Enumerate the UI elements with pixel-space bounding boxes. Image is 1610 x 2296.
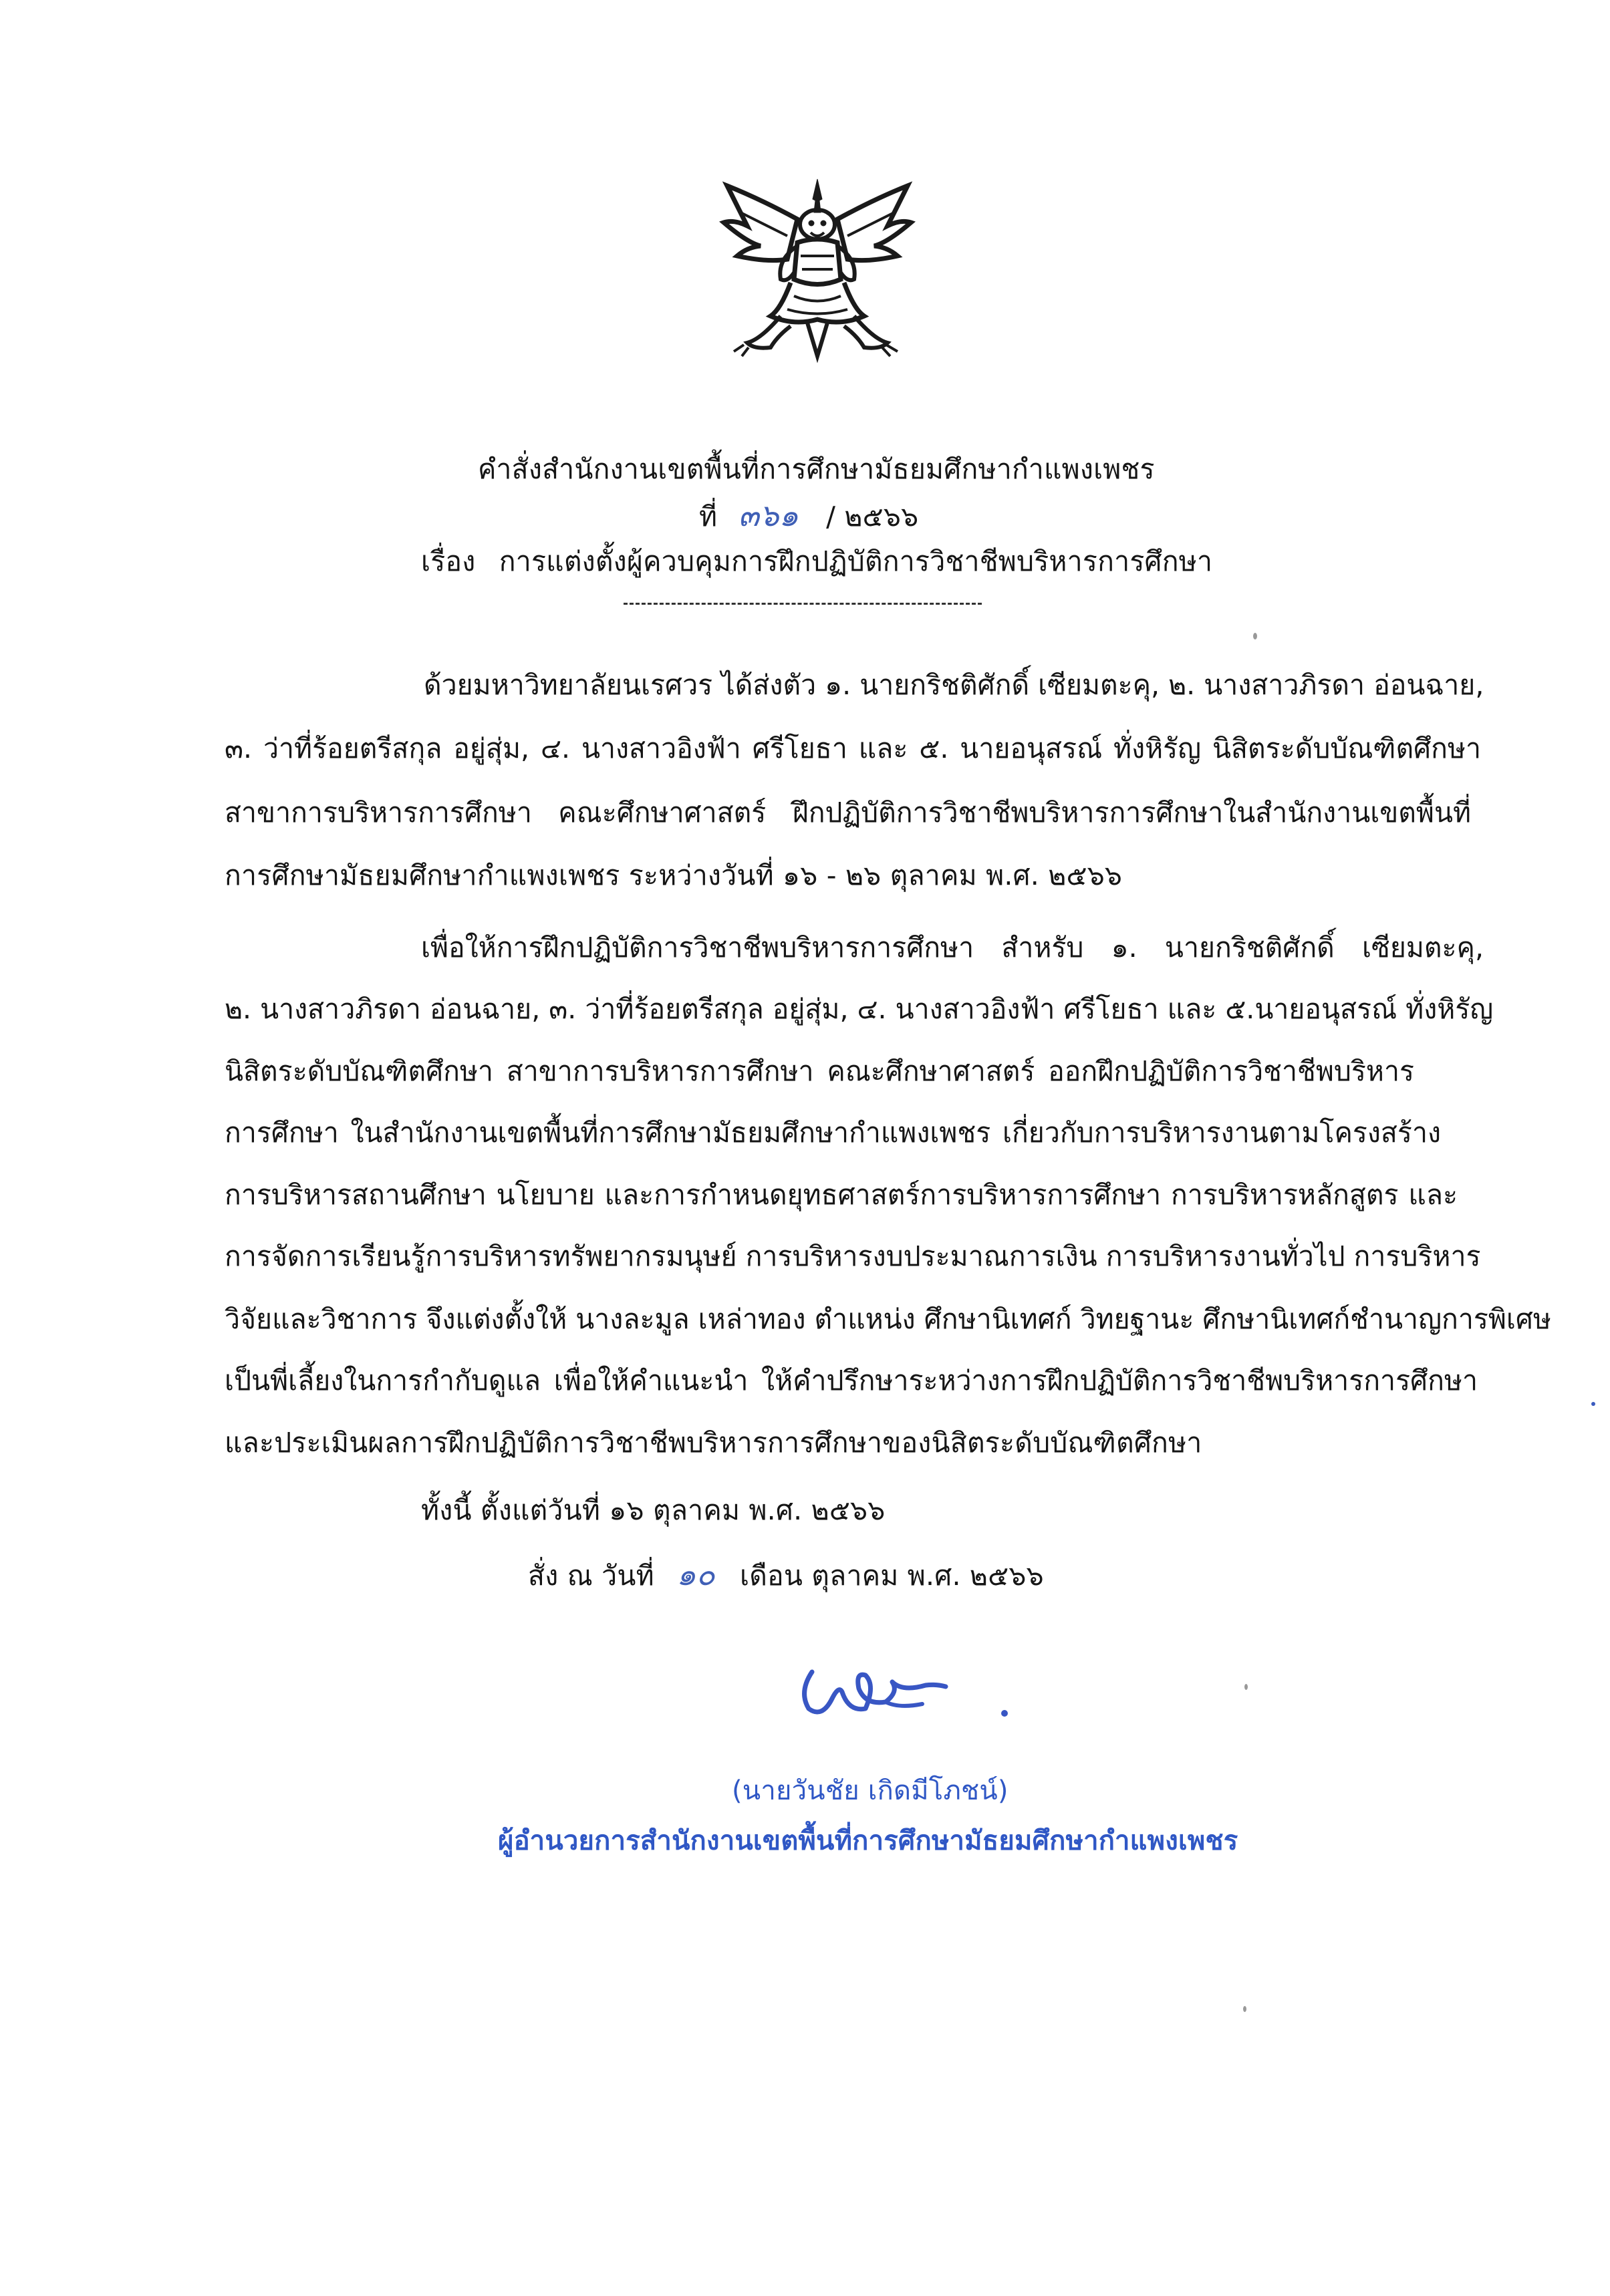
effective-date: ทั้งนี้ ตั้งแต่วันที่ ๑๖ ตุลาคม พ.ศ. ๒๕๖๖	[421, 1494, 886, 1526]
order-date	[528, 1556, 1044, 1592]
para2-line: และประเมินผลการฝึกปฏิบัติการวิชาชีพบริหารการศึกษาของนิสิตระดับบัณฑิตศึกษา	[225, 1427, 1202, 1459]
para2-line: ๒. นางสาวภิรดา อ่อนฉาย, ๓. ว่าที่ร้อยตรีสกุล อยู่สุ่ม, ๔. นางสาวอิงฟ้า ศรีโยธา และ ๕.นายอนุสรณ์ ทั่งหิรัญ	[225, 993, 1494, 1025]
para2-line: เพื่อให้การฝึกปฏิบัติการวิชาชีพบริหารการศึกษา สำหรับ ๑. นายกริชติศักดิ์ เซียมตะคุ,	[421, 931, 1484, 964]
scan-speck	[1244, 1684, 1248, 1690]
subject-label: เรื่อง	[421, 545, 476, 577]
para1-line: ๓. ว่าที่ร้อยตรีสกุล อยู่สุ่ม, ๔. นางสาวอิงฟ้า ศรีโยธา และ ๕. นายอนุสรณ์ ทั่งหิรัญ นิสิตระดับบัณฑิตศึกษา	[225, 732, 1481, 764]
scan-speck	[1243, 2006, 1246, 2012]
para2-line: เป็นพี่เลี้ยงในการกำกับดูแล เพื่อให้คำแนะนำ ให้คำปรึกษาระหว่างการฝึกปฏิบัติการวิชาชีพบริหารการศึกษา	[225, 1365, 1478, 1397]
scan-speck	[1591, 1402, 1595, 1406]
divider	[624, 603, 982, 605]
order-date-prefix: สั่ง ณ วันที่	[528, 1560, 654, 1592]
order-number-handwritten: ๓๖๑	[738, 497, 799, 533]
para2-line: วิจัยและวิชาการ จึงแต่งตั้งให้ นางละมูล เหล่าทอง ตำแหน่ง ศึกษานิเทศก์ วิทยฐานะ ศึกษานิเทศก์ชำนาญการพิเศษ	[225, 1303, 1551, 1335]
order-number-prefix: ที่	[699, 500, 718, 533]
signatory-name: (นายวันชัย เกิดมีโภชน์)	[732, 1775, 1009, 1806]
order-title: คำสั่งสำนักงานเขตพื้นที่การศึกษามัธยมศึกษากำแพงเพชร	[478, 453, 1155, 485]
para1-line: ด้วยมหาวิทยาลัยนเรศวร ได้ส่งตัว ๑. นายกริชติศักดิ์ เซียมตะคุ, ๒. นางสาวภิรดา อ่อนฉาย,	[424, 669, 1484, 701]
order-date-handwritten: ๑๐	[676, 1556, 715, 1592]
para2-line: การศึกษา ในสำนักงานเขตพื้นที่การศึกษามัธยมศึกษากำแพงเพชร เกี่ยวกับการบริหารงานตามโครงสร้าง	[225, 1117, 1441, 1149]
para2-line: นิสิตระดับบัณฑิตศึกษา สาขาการบริหารการศึกษา คณะศึกษาศาสตร์ ออกฝึกปฏิบัติการวิชาชีพบริหาร	[225, 1055, 1414, 1087]
order-number-year: / ๒๕๖๖	[826, 500, 919, 533]
signature-scribble	[792, 1645, 1019, 1732]
para1-line: สาขาการบริหารการศึกษา คณะศึกษาศาสตร์ ฝึกปฏิบัติการวิชาชีพบริหารการศึกษาในสำนักงานเขตพื้นที่	[225, 797, 1471, 829]
subject-text: การแต่งตั้งผู้ควบคุมการฝึกปฏิบัติการวิชาชีพบริหารการศึกษา	[499, 545, 1213, 577]
scan-speck	[1253, 633, 1257, 639]
order-number	[699, 497, 919, 533]
order-date-suffix: เดือน ตุลาคม พ.ศ. ๒๕๖๖	[739, 1560, 1044, 1592]
para2-line: การบริหารสถานศึกษา นโยบาย และการกำหนดยุทธศาสตร์การบริหารการศึกษา การบริหารหลักสูตร และ	[225, 1179, 1458, 1211]
signatory-position: ผู้อำนวยการสำนักงานเขตพื้นที่การศึกษามัธยมศึกษากำแพงเพชร	[498, 1826, 1238, 1856]
order-subject	[421, 545, 1213, 577]
para2-line: การจัดการเรียนรู้การบริหารทรัพยากรมนุษย์ การบริหารงบประมาณการเงิน การบริหารงานทั่วไป การบริหาร	[225, 1240, 1481, 1272]
garuda-emblem-icon	[707, 172, 928, 386]
para1-line: การศึกษามัธยมศึกษากำแพงเพชร ระหว่างวันที่ ๑๖ - ๒๖ ตุลาคม พ.ศ. ๒๕๖๖	[225, 859, 1123, 891]
